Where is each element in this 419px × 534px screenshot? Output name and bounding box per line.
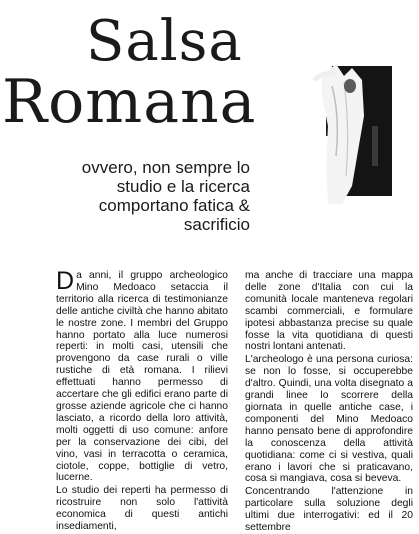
article-paragraph: ma anche di tracciare una mappa delle zone d'Italia con cui la comunità locale manteneva regolari scambi commerciali, e formulare ipotesi abbastanza precise su quale fosse la vita quotidiana di questi nostri lontani antenati. — [245, 270, 413, 353]
article-paragraph-text: a anni, il gruppo archeologico Mino Medoaco setaccia il territorio alla ricerca di testimonianze delle antiche civiltà che hanno abitato le nostre zone. I membri del Gruppo hanno portato alla luce numerosi reperti: in molti casi, utensili che provengono da case rurali o ville rustiche di età romana. I rilievi effettuati hanno permesso di accertare che gli edifici erano parte di grosse aziende agricole che ci hanno lasciato, a ricordo della loro attività, molti oggetti di uso comune: anfore per la conservazione dei cibi, del vino, vasi in terracotta o ceramica, ciotole, coppe, bottiglie di vetro, lucerne. — [56, 270, 228, 484]
article-column-left — [56, 270, 228, 532]
article-column-right — [245, 270, 413, 532]
article-paragraph: Lo studio dei reperti ha permesso di ricostruire non solo l'attività economica di questi antichi insediamenti, — [56, 485, 228, 532]
article-paragraph: L'archeologo è una persona curiosa: se non lo fosse, si occuperebbe d'altro. Quindi, una volta disegnato a grandi linee lo scorrere della giornata in quelle antiche case, i componenti del Mino Medoaco hanno pensato bene di approfondire la conoscenza della attività quotidiana: come ci si vestiva, quali erano i lavori che si praticavano, cosa si mangiava, cosa si beveva. — [245, 354, 413, 485]
article-paragraph — [56, 270, 228, 484]
subtitle: ovvero, non sempre lo studio e la ricerca comportano fatica & sacrificio — [81, 158, 250, 234]
title-line-2: Romana — [2, 67, 257, 137]
costumed-figure-photo — [292, 56, 396, 206]
article-paragraph: Concentrando l'attenzione in particolare sulla soluzione degli ultimi due interrogativi: ed il 20 settembre — [245, 486, 413, 532]
title-line-1: Salsa — [86, 9, 243, 74]
drop-cap: D — [56, 270, 75, 295]
